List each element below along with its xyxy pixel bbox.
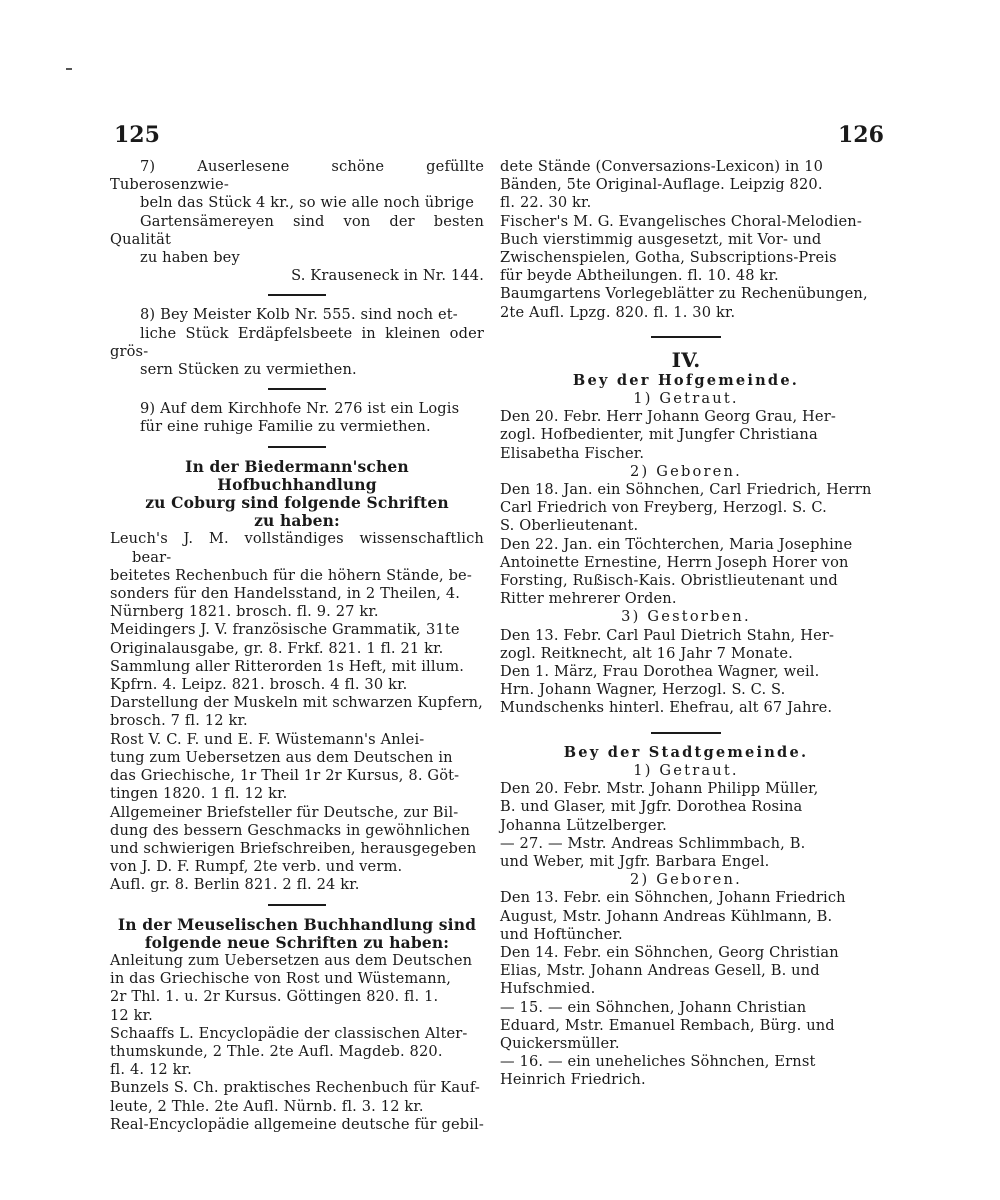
text-line: Den 13. Febr. Carl Paul Dietrich Stahn, Her-: [500, 626, 835, 644]
text-line: 8) Bey Meister Kolb Nr. 555. sind noch et-: [140, 306, 458, 324]
notice-8: [110, 306, 484, 379]
text-line: Real-Encyclopädie allgemeine deutsche für gebil-: [110, 1115, 484, 1133]
hof-death-list: [500, 627, 872, 718]
separator-rule: [268, 904, 326, 906]
hofgemeinde-heading: Bey der Hofgemeinde.: [572, 371, 800, 389]
text-line: Den 20. Febr. Herr Johann Georg Grau, Her-: [500, 408, 836, 426]
text-line: Heinrich Friedrich.: [500, 1071, 646, 1089]
biedermann-book-list: [110, 530, 484, 894]
text-line: Leuch's J. M. vollständiges wissenschaftlich bear-: [110, 530, 484, 566]
book-entry: [500, 158, 872, 213]
text-line: zu haben:: [254, 511, 340, 531]
text-line: Forsting, Rußisch-Kais. Obristlieutenant und: [500, 572, 838, 590]
text-line: — 15. — ein Söhnchen, Johann Christian: [500, 998, 807, 1016]
text-line: Zwischenspielen, Gotha, Subscriptions-Preis: [500, 249, 837, 267]
text-line: und schwierigen Briefschreiben, herausgegeben: [110, 839, 477, 857]
text-line: Gartensämereyen sind von der besten Qualität: [110, 212, 484, 248]
text-line: Allgemeiner Briefsteller für Deutsche, zur Bil-: [110, 803, 459, 821]
text-line: 12 kr.: [110, 1006, 153, 1024]
separator-rule: [268, 388, 326, 390]
stadt-geboren-subheading: 2) Geboren.: [630, 871, 742, 889]
right-column: [500, 158, 872, 1090]
book-entry: [110, 694, 484, 730]
text-line: von J. D. F. Rumpf, 2te verb. und verm.: [110, 858, 403, 876]
notice-9: [110, 400, 484, 436]
stadtgemeinde-heading: Bey der Stadtgemeinde.: [563, 743, 809, 761]
text-line: tung zum Uebersetzen aus dem Deutschen in: [110, 748, 453, 766]
book-entry: [110, 1116, 484, 1134]
text-line: S. Oberlieutenant.: [500, 517, 639, 535]
hof-gestorben-subheading: 3) Gestorben.: [621, 608, 751, 626]
register-entry: [500, 944, 872, 999]
text-line: Elisabetha Fischer.: [500, 444, 645, 462]
text-line: Den 14. Febr. ein Söhnchen, Georg Christian: [500, 943, 839, 961]
text-line: Antoinette Ernestine, Herrn Joseph Horer von: [500, 553, 849, 571]
text-line: thumskunde, 2 Thle. 2te Aufl. Magdeb. 820.: [110, 1042, 443, 1060]
text-line: Carl Friedrich von Freyberg, Herzogl. S. C.: [500, 499, 827, 517]
separator-rule: [651, 336, 721, 338]
register-entry: [500, 780, 872, 835]
text-line: In der Biedermann'schen Hofbuchhandlung: [185, 456, 409, 494]
page-number-left: 125: [114, 122, 160, 148]
meusel-book-list: [110, 952, 484, 1134]
text-line: Darstellung der Muskeln mit schwarzen Kupfern,: [110, 694, 483, 712]
text-line: Sammlung aller Ritterorden 1s Heft, mit illum.: [110, 657, 464, 675]
text-line: zu haben bey: [140, 249, 240, 267]
text-line: Buch vierstimmig ausgesetzt, mit Vor- und: [500, 230, 822, 248]
text-line: sern Stücken zu vermiethen.: [140, 361, 357, 379]
text-line: Den 1. März, Frau Dorothea Wagner, weil.: [500, 663, 820, 681]
hof-getraut-subheading: 1) Getraut.: [633, 390, 739, 408]
text-line: fl. 4. 12 kr.: [110, 1061, 192, 1079]
text-line: Hufschmied.: [500, 980, 596, 998]
text-line: 2te Aufl. Lpzg. 820. fl. 1. 30 kr.: [500, 303, 736, 321]
register-entry: [500, 627, 872, 663]
text-line: — 16. — ein uneheliches Söhnchen, Ernst: [500, 1053, 816, 1071]
hof-geboren-subheading: 2) Geboren.: [630, 462, 742, 480]
text-line: brosch. 7 fl. 12 kr.: [110, 712, 248, 730]
text-line: leute, 2 Thle. 2te Aufl. Nürnb. fl. 3. 12 kr.: [110, 1097, 424, 1115]
book-entry: [110, 1025, 484, 1080]
text-line: Schaaffs L. Encyclopädie der classischen Alter-: [110, 1024, 468, 1042]
text-line: B. und Glaser, mit Jgfr. Dorothea Rosina: [500, 798, 803, 816]
meusel-heading: [110, 916, 484, 952]
text-line: fl. 22. 30 kr.: [500, 194, 592, 212]
book-entry: [110, 658, 484, 694]
left-column: [110, 158, 484, 1134]
text-line: 7) Auserlesene schöne gefüllte Tuberosenzwie-: [110, 158, 484, 194]
text-line: beitetes Rechenbuch für die höhern Stände, be-: [110, 566, 472, 584]
text-line: Fischer's M. G. Evangelisches Choral-Melodien-: [500, 212, 862, 230]
register-entry: [500, 999, 872, 1054]
notice-7: [110, 158, 484, 267]
book-entry: [500, 285, 872, 321]
text-line: Den 22. Jan. ein Töchterchen, Maria Josephine: [500, 535, 853, 553]
text-line: Eduard, Mstr. Emanuel Rembach, Bürg. und: [500, 1016, 835, 1034]
text-line: Ritter mehrerer Orden.: [500, 590, 677, 608]
text-line: 9) Auf dem Kirchhofe Nr. 276 ist ein Logis: [140, 400, 460, 418]
book-entry: [110, 530, 484, 621]
text-line: in das Griechische von Rost und Wüstemann,: [110, 970, 452, 988]
text-line: Elias, Mstr. Johann Andreas Gesell, B. und: [500, 962, 820, 980]
stadt-getraut-subheading: 1) Getraut.: [633, 761, 739, 779]
text-line: sonders für den Handelsstand, in 2 Theilen, 4.: [110, 585, 461, 603]
book-entry: [110, 621, 484, 657]
text-line: Johanna Lützelberger.: [500, 816, 667, 834]
text-line: zu Coburg sind folgende Schriften: [145, 493, 449, 513]
text-line: Den 18. Jan. ein Söhnchen, Carl Friedrich, Herrn: [500, 481, 872, 499]
text-line: tingen 1820. 1 fl. 12 kr.: [110, 785, 288, 803]
text-line: Rost V. C. F. und E. F. Wüstemann's Anlei-: [110, 730, 425, 748]
text-line: Hrn. Johann Wagner, Herzogl. S. C. S.: [500, 681, 786, 699]
text-line: dung des bessern Geschmacks in gewöhnlichen: [110, 821, 471, 839]
text-line: Den 13. Febr. ein Söhnchen, Johann Friedrich: [500, 889, 846, 907]
text-line: Anleitung zum Uebersetzen aus dem Deutschen: [110, 951, 473, 969]
stadt-birth-list: [500, 889, 872, 1089]
hof-marriage-list: [500, 408, 872, 463]
separator-rule: [651, 732, 721, 734]
text-line: und Hoftüncher.: [500, 925, 623, 943]
text-line: Nürnberg 1821. brosch. fl. 9. 27 kr.: [110, 603, 379, 621]
page-speck: [66, 68, 72, 70]
register-entry: [500, 1053, 872, 1089]
hof-birth-list: [500, 481, 872, 608]
book-entry: [110, 952, 484, 1025]
book-entry: [110, 1079, 484, 1115]
book-entry: [110, 804, 484, 895]
text-line: dete Stände (Conversazions-Lexicon) in 10: [500, 158, 824, 175]
page-number-right: 126: [838, 122, 884, 148]
text-line: Kpfrn. 4. Leipz. 821. brosch. 4 fl. 30 kr.: [110, 676, 408, 694]
text-line: — 27. — Mstr. Andreas Schlimmbach, B.: [500, 834, 806, 852]
text-line: das Griechische, 1r Theil 1r 2r Kursus, 8. Göt-: [110, 767, 460, 785]
book-entry: [110, 731, 484, 804]
text-line: Originalausgabe, gr. 8. Frkf. 821. 1 fl. 21 kr.: [110, 639, 444, 657]
book-list-continued: [500, 158, 872, 322]
text-line: folgende neue Schriften zu haben:: [144, 932, 450, 952]
text-line: Aufl. gr. 8. Berlin 821. 2 fl. 24 kr.: [110, 876, 360, 894]
text-line: Bunzels S. Ch. praktisches Rechenbuch für Kauf-: [110, 1079, 480, 1097]
register-entry: [500, 408, 872, 463]
text-line: und Weber, mit Jgfr. Barbara Engel.: [500, 852, 770, 870]
separator-rule: [268, 294, 326, 296]
text-line: August, Mstr. Johann Andreas Kühlmann, B.: [500, 907, 833, 925]
text-line: Quickersmüller.: [500, 1034, 620, 1052]
text-line: 2r Thl. 1. u. 2r Kursus. Göttingen 820. fl. 1.: [110, 988, 439, 1006]
text-line: beln das Stück 4 kr., so wie alle noch übrige: [140, 194, 474, 212]
register-entry: [500, 889, 872, 944]
section-numeral: IV.: [671, 347, 701, 372]
text-line: für beyde Abtheilungen. fl. 10. 48 kr.: [500, 267, 779, 285]
text-line: Den 20. Febr. Mstr. Johann Philipp Müller,: [500, 780, 819, 798]
separator-rule: [268, 446, 326, 448]
register-entry: [500, 481, 872, 536]
text-line: In der Meuselischen Buchhandlung sind: [117, 914, 477, 934]
register-entry: [500, 835, 872, 871]
text-line: zogl. Reitknecht, alt 16 Jahr 7 Monate.: [500, 644, 793, 662]
stadt-marriage-list: [500, 780, 872, 871]
book-entry: [500, 213, 872, 286]
register-entry: [500, 536, 872, 609]
notice-7-signature: S. Krauseneck in Nr. 144.: [291, 267, 484, 285]
register-entry: [500, 663, 872, 718]
biedermann-heading: [110, 458, 484, 531]
text-line: zogl. Hofbedienter, mit Jungfer Christiana: [500, 426, 818, 444]
text-line: liche Stück Erdäpfelsbeete in kleinen oder grös-: [110, 324, 484, 360]
text-line: für eine ruhige Familie zu vermiethen.: [140, 418, 431, 436]
text-line: Baumgartens Vorlegeblätter zu Rechenübungen,: [500, 285, 868, 303]
text-line: Bänden, 5te Original-Auflage. Leipzig 820.: [500, 176, 823, 194]
text-line: Meidingers J. V. französische Grammatik, 31te: [110, 621, 460, 639]
text-line: Mundschenks hinterl. Ehefrau, alt 67 Jahre.: [500, 699, 833, 717]
